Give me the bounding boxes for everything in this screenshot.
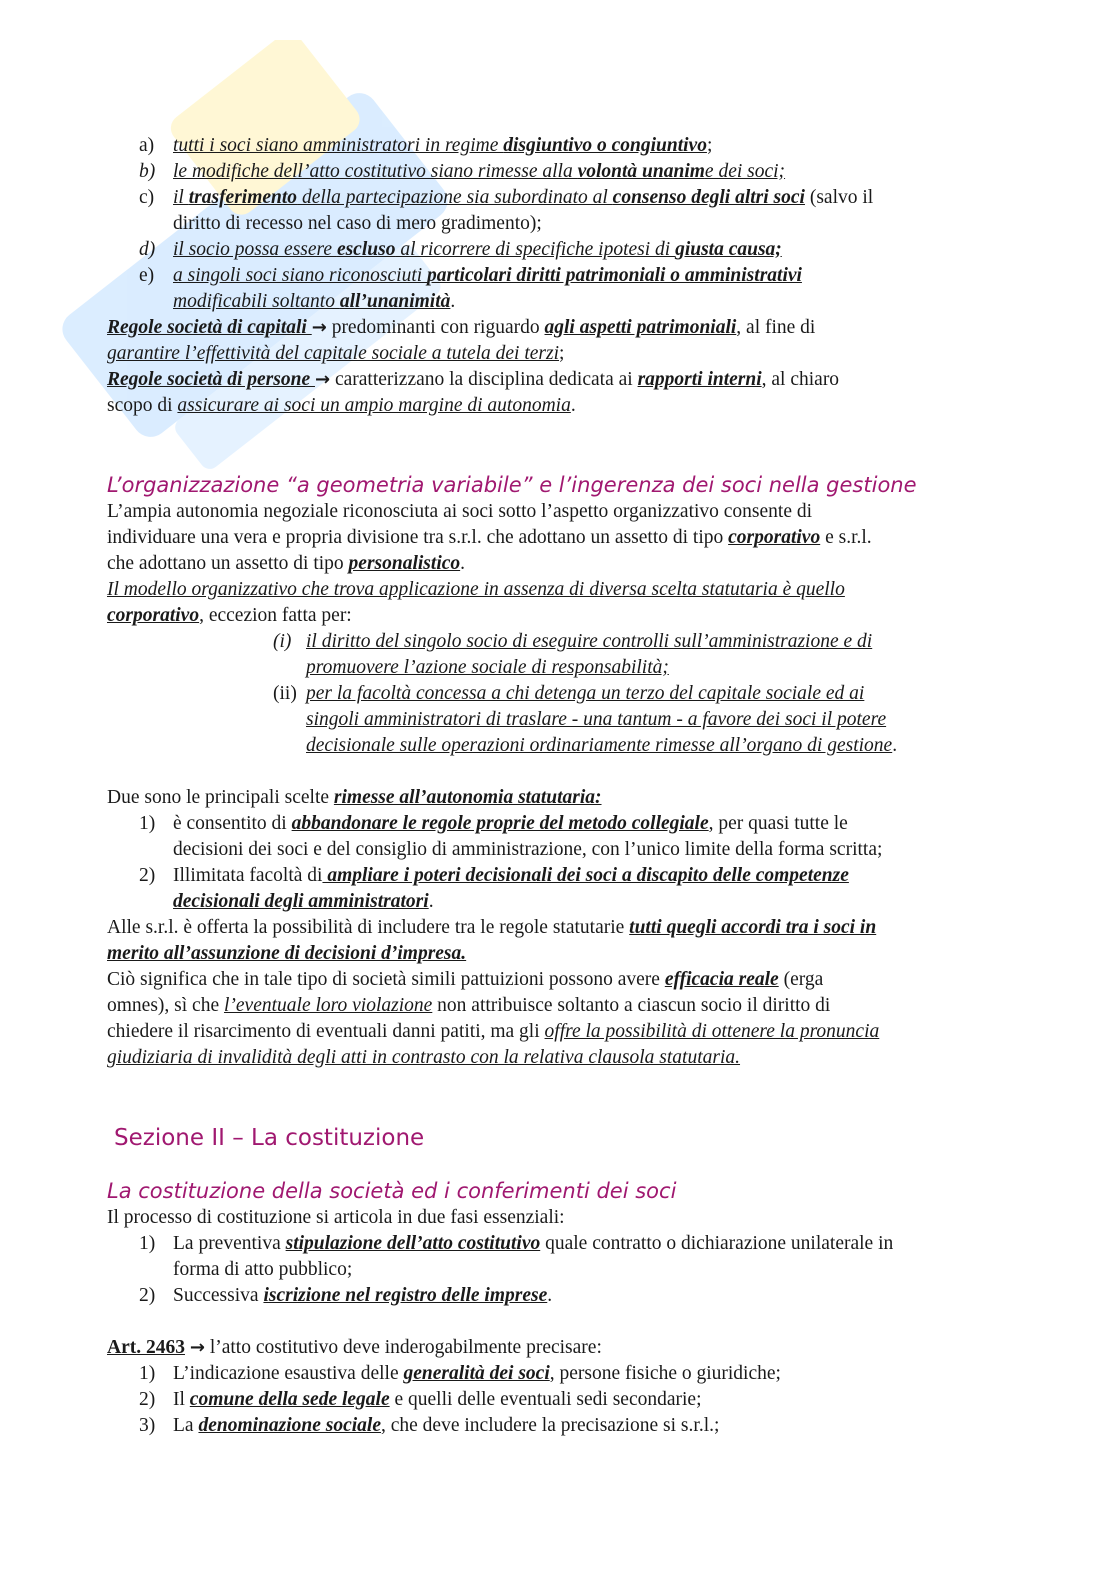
paragraph-scelte: [107, 785, 1007, 811]
list-marker: 1): [139, 1363, 156, 1384]
list-item: [107, 1413, 1007, 1439]
emphasis-italic: garantire l’effettività del capitale sociale a tutela dei terzi: [107, 343, 560, 364]
item-text: forma di atto pubblico;: [173, 1259, 353, 1280]
arrow-right-icon: →: [314, 369, 331, 390]
list-item: [107, 1361, 1007, 1387]
list-item: [107, 863, 1007, 915]
item-text: il socio possa essere: [173, 239, 337, 260]
text: Alle s.r.l. è offerta la possibilità di includere tra le regole statutarie: [107, 917, 630, 938]
item-text: il: [173, 187, 189, 208]
item-emphasis: consenso degli altri soci: [612, 187, 805, 208]
text: omnes), sì che: [107, 995, 224, 1016]
emphasis: personalistico: [348, 553, 461, 574]
list-item: [107, 811, 1007, 863]
list-item: [107, 1283, 1007, 1309]
paragraph-autonomia: [107, 499, 1007, 577]
item-text: diritto di recesso nel caso di mero gradimento);: [173, 213, 542, 234]
text: .: [570, 395, 576, 416]
item-emphasis: abbandonare le regole proprie del metodo collegiale: [291, 813, 709, 834]
paragraph-accordi: [107, 915, 1007, 967]
item-text: al ricorrere di specifiche ipotesi di: [395, 239, 676, 260]
text: .: [460, 553, 466, 574]
item-emphasis: ampliare i poteri decisionali dei soci a discapito delle competenze: [322, 865, 849, 886]
item-text: il diritto del singolo socio di eseguire controlli sull’amministrazione e di: [306, 631, 873, 652]
item-text: .: [892, 735, 898, 756]
item-text: e dei soci;: [704, 161, 786, 182]
item-text: è consentito di: [173, 813, 292, 834]
arrow-right-icon: →: [311, 317, 327, 338]
list-item: [107, 1231, 1007, 1283]
list-item: [107, 681, 1007, 759]
item-text: le modifiche dell’atto costitutivo siano rimesse alla: [173, 161, 578, 182]
item-emphasis: denominazione sociale: [198, 1415, 381, 1436]
list-item: [107, 185, 1007, 237]
item-text: La preventiva: [173, 1233, 286, 1254]
emphasis: tutti quegli accordi tra i soci in: [629, 917, 877, 938]
paragraph-modello: [107, 577, 1007, 629]
item-emphasis: all’unanimità: [339, 291, 451, 312]
item-emphasis: decisionali degli amministratori: [173, 891, 429, 912]
paragraph-art-2463: [107, 1335, 1007, 1361]
item-text: .: [547, 1285, 553, 1306]
list-marker: 2): [139, 865, 156, 886]
item-text: a singoli soci siano riconosciuti: [173, 265, 428, 286]
item-text: e quelli delle eventuali sedi secondarie;: [389, 1389, 702, 1410]
list-marker: c): [139, 187, 155, 208]
list-item: [107, 263, 1007, 315]
heading-sezione-ii: Sezione II – La costituzione: [114, 1125, 425, 1151]
item-emphasis: iscrizione nel registro delle imprese: [263, 1285, 548, 1306]
item-text: per la facoltà concessa a chi detenga un terzo del capitale sociale ed ai: [306, 683, 865, 704]
list-item: [107, 237, 1007, 263]
item-text: ;: [706, 135, 713, 156]
emphasis-italic: offre la possibilità di ottenere la pronuncia: [544, 1021, 880, 1042]
text: , eccezion fatta per:: [199, 605, 352, 626]
item-text: promuovere l’azione sociale di responsabilità;: [306, 657, 669, 678]
item-text: tutti i soci siano amministratori in regime: [173, 135, 504, 156]
heading-costituzione: La costituzione della società ed i conferimenti dei soci: [107, 1179, 677, 1203]
item-emphasis: disgiuntivo o congiuntivo: [503, 135, 707, 156]
list-marker: a): [139, 135, 155, 156]
text: caratterizzano la disciplina dedicata ai: [330, 369, 638, 390]
text: ;: [559, 343, 565, 364]
emphasis: merito all’assunzione di decisioni d’impresa.: [107, 943, 467, 964]
emphasis-italic: giudiziaria di invalidità degli atti in contrasto con la relativa clausola statutaria.: [107, 1047, 741, 1068]
list-marker: 3): [139, 1415, 156, 1436]
emphasis-italic: l’eventuale loro violazione: [223, 995, 433, 1016]
item-emphasis: volontà unanim: [577, 161, 705, 182]
item-emphasis: giusta causa;: [675, 239, 782, 260]
text: che adottano un assetto di tipo: [107, 553, 349, 574]
term-label: Regole società di capitali: [107, 317, 312, 338]
paragraph-regole-persone: [107, 367, 1007, 419]
arrow-right-icon: →: [189, 1337, 205, 1358]
list-marker: 2): [139, 1285, 156, 1306]
list-marker: d): [139, 239, 156, 260]
emphasis: efficacia reale: [664, 969, 779, 990]
item-text: decisioni dei soci e del consiglio di amministrazione, con l’unico limite della forma scritta;: [173, 839, 883, 860]
item-text: Il: [173, 1389, 190, 1410]
item-text: decisionale sulle operazioni ordinariamente rimesse all’organo di gestione: [306, 735, 893, 756]
item-text: quale contratto o dichiarazione unilaterale in: [540, 1233, 894, 1254]
item-text: Successiva: [173, 1285, 264, 1306]
text: Ciò significa che in tale tipo di società simili pattuizioni possono avere: [107, 969, 665, 990]
emphasis: rapporti interni: [637, 369, 762, 390]
emphasis-italic: assicurare ai soci un ampio margine di autonomia: [177, 395, 571, 416]
list-marker: 1): [139, 813, 156, 834]
term-label: Regole società di persone: [107, 369, 315, 390]
text: scopo di: [107, 395, 178, 416]
text: Due sono le principali scelte: [107, 787, 334, 808]
text: l’atto costitutivo deve inderogabilmente precisare:: [204, 1337, 602, 1358]
list-marker: (i): [273, 631, 292, 652]
article-label: Art. 2463: [107, 1337, 185, 1358]
item-emphasis: particolari diritti patrimoniali o amministrativi: [427, 265, 802, 286]
text: individuare una vera e propria divisione tra s.r.l. che adottano un assetto di tipo: [107, 527, 729, 548]
item-emphasis: escluso: [336, 239, 396, 260]
item-text: , persone fisiche o giuridiche;: [549, 1363, 781, 1384]
item-text: L’indicazione esaustiva delle: [173, 1363, 404, 1384]
item-text: , per quasi tutte le: [708, 813, 848, 834]
list-item: [107, 629, 1007, 681]
item-text: .: [450, 291, 456, 312]
text: predominanti con riguardo: [326, 317, 545, 338]
item-emphasis: stipulazione dell’atto costitutivo: [285, 1233, 541, 1254]
text: chiedere il risarcimento di eventuali danni patiti, ma gli: [107, 1021, 545, 1042]
item-text: singoli amministratori di traslare - una tantum - a favore dei soci il potere: [306, 709, 887, 730]
text: , al chiaro: [761, 369, 840, 390]
list-marker: e): [139, 265, 155, 286]
item-text: della partecipazione sia subordinato al: [297, 187, 613, 208]
text: L’ampia autonomia negoziale riconosciuta ai soci sotto l’aspetto organizzativo consente di: [107, 501, 813, 522]
emphasis: corporativo: [107, 605, 200, 626]
item-emphasis: trasferimento: [188, 187, 298, 208]
paragraph-processo: Il processo di costituzione si articola in due fasi essenziali:: [107, 1207, 565, 1228]
list-item: [107, 1387, 1007, 1413]
text: non attribuisce soltanto a ciascun socio il diritto di: [432, 995, 831, 1016]
list-item: [107, 159, 1007, 185]
text: e s.r.l.: [820, 527, 872, 548]
paragraph-efficacia: [107, 967, 1007, 1071]
item-text: , che deve includere la precisazione si s.r.l.;: [381, 1415, 720, 1436]
list-marker: (ii): [273, 683, 297, 704]
paragraph-regole-capitali: [107, 315, 1007, 367]
list-marker: 2): [139, 1389, 156, 1410]
list-marker: b): [139, 161, 156, 182]
item-text: (salvo il: [804, 187, 874, 208]
item-emphasis: generalità dei soci: [403, 1363, 550, 1384]
emphasis: corporativo: [728, 527, 821, 548]
item-text: La: [173, 1415, 199, 1436]
list-marker: 1): [139, 1233, 156, 1254]
list-item: [107, 133, 1007, 159]
text: (erga: [778, 969, 824, 990]
item-text: Illimitata facoltà di: [173, 865, 323, 886]
emphasis: rimesse all’autonomia statutaria:: [333, 787, 602, 808]
item-text: .: [428, 891, 434, 912]
emphasis: agli aspetti patrimoniali: [544, 317, 737, 338]
document-page: [107, 133, 1007, 1439]
text: , al fine di: [736, 317, 816, 338]
emphasis-italic: Il modello organizzativo che trova applicazione in assenza di diversa scelta statutaria è quello: [107, 579, 845, 600]
item-emphasis: comune della sede legale: [189, 1389, 390, 1410]
item-text: modificabili soltanto: [173, 291, 340, 312]
heading-geometria-variabile: L’organizzazione “a geometria variabile” e l’ingerenza dei soci nella gestione: [107, 473, 917, 497]
